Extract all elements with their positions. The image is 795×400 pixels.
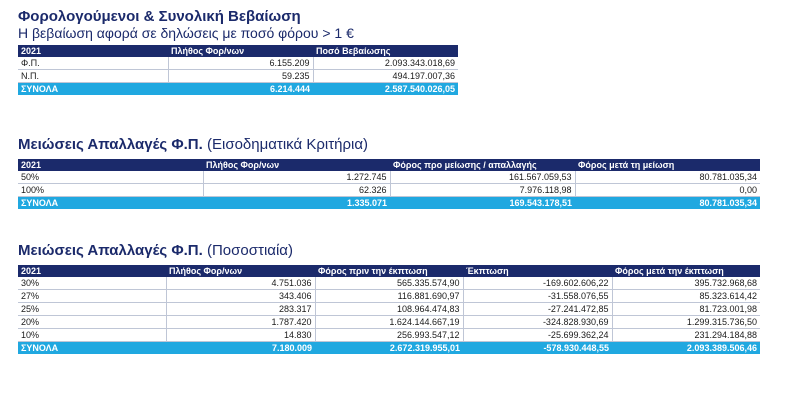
row-count: 1.787.420 [166,316,315,329]
total-count: 7.180.009 [166,342,315,355]
header-tax-before: Φόρος προ μείωσης / απαλλαγής [390,159,575,171]
row-count: 283.317 [166,303,315,316]
row-tax-before: 161.567.059,53 [390,171,575,184]
section-taxpayers [18,8,458,95]
row-tax-before: 116.881.690,97 [315,290,463,303]
row-tax-after: 231.294.184,88 [612,329,760,342]
table-header-row [18,45,458,57]
total-row [18,342,760,355]
total-tax-after: 80.781.035,34 [575,197,760,210]
header-year: 2021 [18,45,168,57]
table-row [18,184,760,197]
row-discount: -169.602.606,22 [463,277,612,290]
total-row [18,197,760,210]
row-label: 30% [18,277,166,290]
total-tax-before: 169.543.178,51 [390,197,575,210]
section-title-bold: Μειώσεις Απαλλαγές Φ.Π. [18,136,203,153]
header-count: Πλήθος Φορ/νων [168,45,313,57]
percentage-table [18,265,760,354]
table-row [18,70,458,83]
header-year: 2021 [18,265,166,277]
header-year: 2021 [18,159,203,171]
section-title: Φορολογούμενοι & Συνολική Βεβαίωση [18,8,301,25]
table-row [18,290,760,303]
row-count: 62.326 [203,184,390,197]
section-percentage [18,242,760,354]
row-tax-before: 565.335.574,90 [315,277,463,290]
row-tax-after: 1.299.315.736,50 [612,316,760,329]
row-label: 10% [18,329,166,342]
total-count: 1.335.071 [203,197,390,210]
row-discount: -25.699.362,24 [463,329,612,342]
section-title-bold: Μειώσεις Απαλλαγές Φ.Π. [18,242,203,259]
row-tax-after: 81.723.001,98 [612,303,760,316]
table-row [18,303,760,316]
row-count: 343.406 [166,290,315,303]
row-tax-after: 85.323.614,42 [612,290,760,303]
row-tax-after: 395.732.968,68 [612,277,760,290]
income-criteria-table [18,159,760,209]
table-row [18,171,760,184]
taxpayers-table [18,45,458,95]
row-count: 14.830 [166,329,315,342]
row-discount: -27.241.472,85 [463,303,612,316]
total-discount: -578.930.448,55 [463,342,612,355]
section-title-light: (Εισοδηματικά Κριτήρια) [206,136,369,153]
header-discount: Έκπτωση [463,265,612,277]
total-label: ΣΥΝΟΛΑ [18,197,203,210]
table-header-row [18,265,760,277]
row-count: 6.155.209 [168,57,313,70]
row-tax-before: 108.964.474,83 [315,303,463,316]
total-label: ΣΥΝΟΛΑ [18,342,166,355]
row-tax-after: 0,00 [575,184,760,197]
header-count: Πλήθος Φορ/νων [203,159,390,171]
header-count: Πλήθος Φορ/νων [166,265,315,277]
header-tax-before: Φόρος πριν την έκπτωση [315,265,463,277]
row-discount: -31.558.076,55 [463,290,612,303]
table-row [18,329,760,342]
section-income-criteria [18,136,760,209]
total-row [18,83,458,96]
row-tax-before: 256.993.547,12 [315,329,463,342]
section-title [18,242,760,259]
header-tax-after: Φόρος μετά τη μείωση [575,159,760,171]
row-label: 27% [18,290,166,303]
row-amount: 2.093.343.018,69 [313,57,458,70]
total-tax-after: 2.093.389.506,46 [612,342,760,355]
header-amount: Ποσό Βεβαίωσης [313,45,458,57]
row-label: 50% [18,171,203,184]
total-tax-before: 2.672.319.955,01 [315,342,463,355]
row-label: 20% [18,316,166,329]
row-tax-before: 1.624.144.667,19 [315,316,463,329]
row-amount: 494.197.007,36 [313,70,458,83]
section-title-light: (Ποσοστιαία) [206,242,293,259]
table-header-row [18,159,760,171]
row-label: 100% [18,184,203,197]
table-row [18,277,760,290]
total-label: ΣΥΝΟΛΑ [18,83,168,96]
row-count: 1.272.745 [203,171,390,184]
row-discount: -324.828.930,69 [463,316,612,329]
row-tax-after: 80.781.035,34 [575,171,760,184]
row-label: Ν.Π. [18,70,168,83]
row-count: 59.235 [168,70,313,83]
row-label: 25% [18,303,166,316]
row-label: Φ.Π. [18,57,168,70]
row-tax-before: 7.976.118,98 [390,184,575,197]
table-row [18,57,458,70]
total-count: 6.214.444 [168,83,313,96]
total-amount: 2.587.540.026,05 [313,83,458,96]
table-row [18,316,760,329]
section-title [18,136,760,153]
row-count: 4.751.036 [166,277,315,290]
section-subtitle: Η βεβαίωση αφορά σε δηλώσεις με ποσό φόρου > 1 € [18,25,354,41]
header-tax-after: Φόρος μετά την έκπτωση [612,265,760,277]
